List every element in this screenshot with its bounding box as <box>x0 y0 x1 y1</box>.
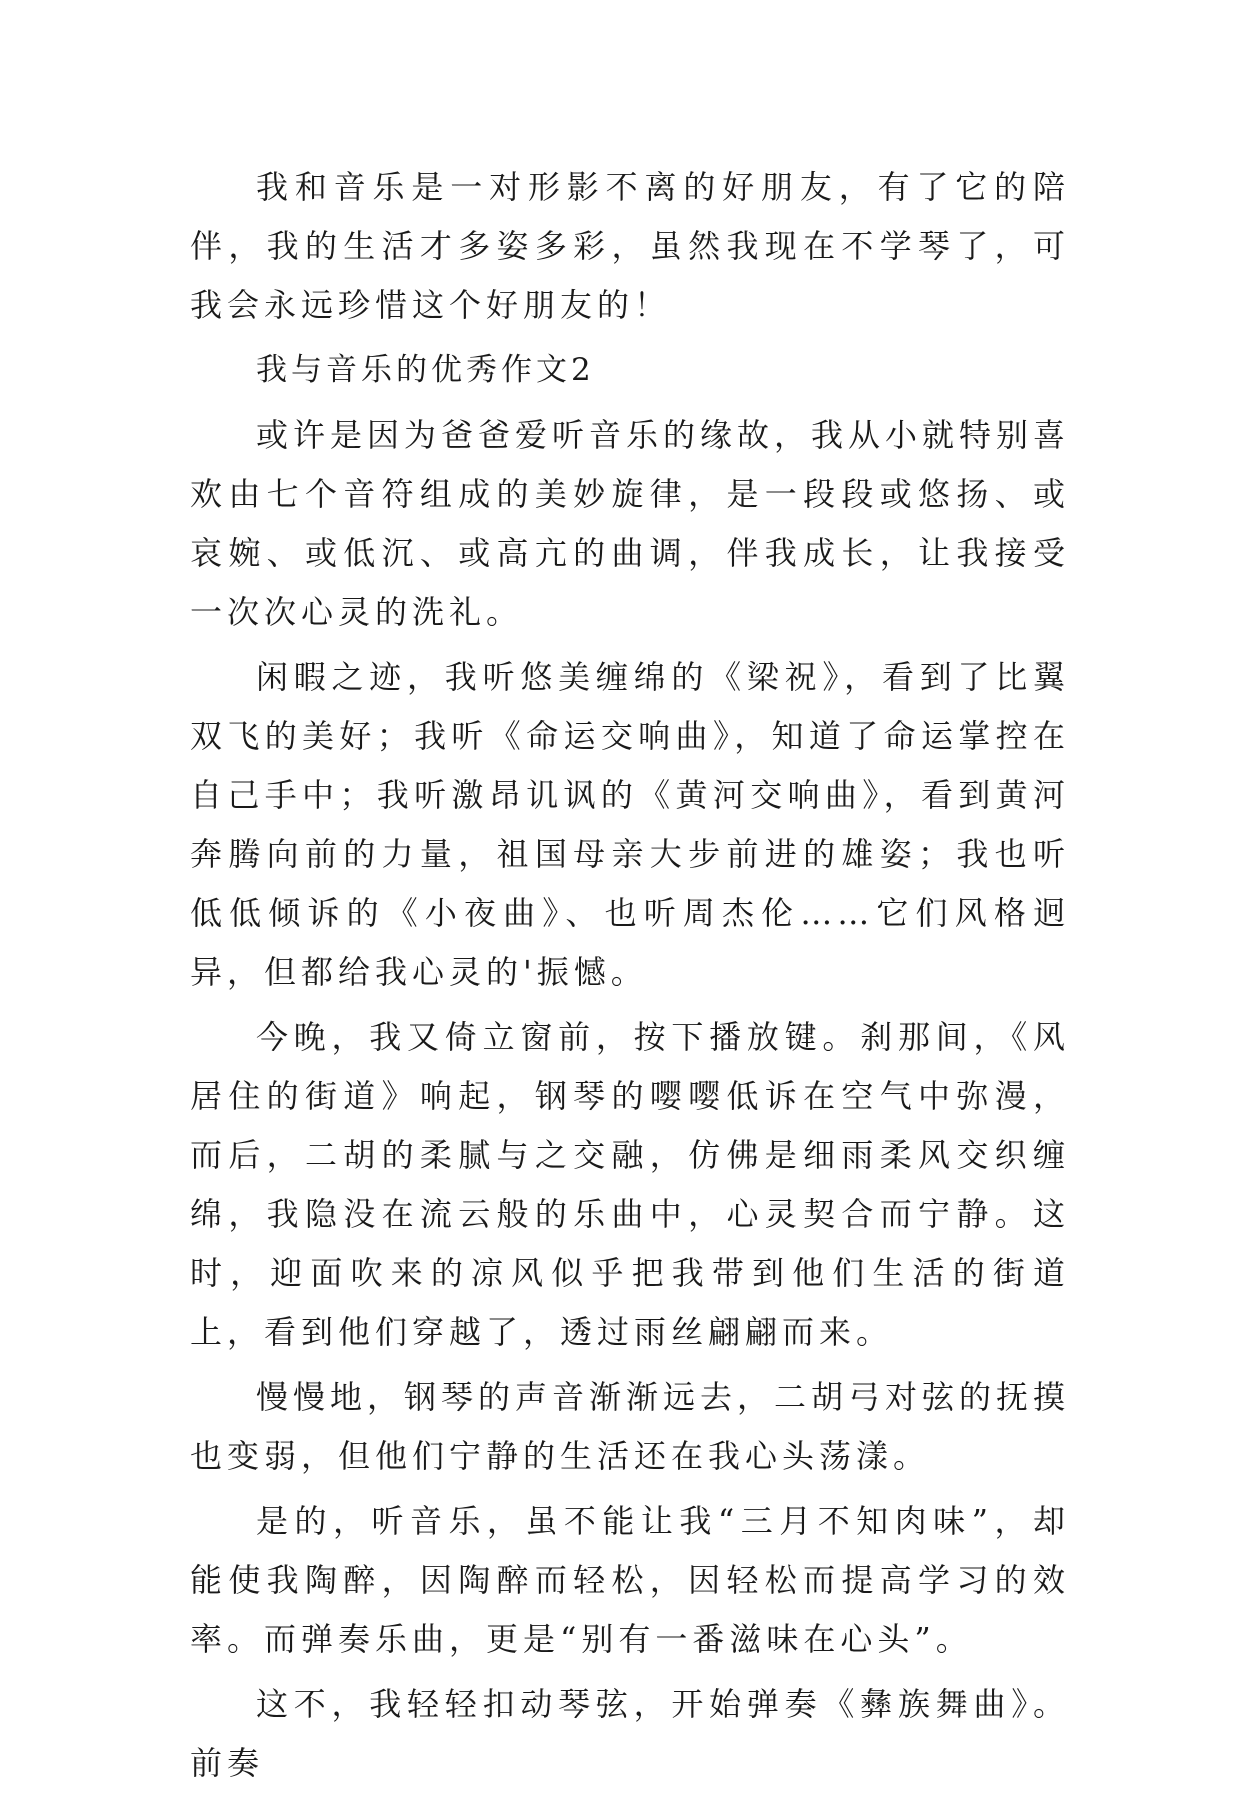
paragraph-tonight: 今晚，我又倚立窗前，按下播放键。刹那间，《风居住的街道》响起，钢琴的嘤嘤低诉在空气中弥漫，而后，二胡的柔腻与之交融，仿佛是细雨柔风交织缠绵，我隐没在流云般的乐曲中，心灵契合而宁静。这时，迎面吹来的凉风似乎把我带到他们生活的街道上，看到他们穿越了，透过雨丝翩翩而来。 <box>190 1018 1070 1351</box>
essay-title: 我与音乐的优秀作文2 <box>256 352 595 388</box>
paragraph-playing: 这不，我轻轻扣动琴弦，开始弹奏《彝族舞曲》。前奏 <box>190 1685 1070 1782</box>
paragraph-listening: 是的，听音乐，虽不能让我“三月不知肉味”，却能使我陶醉，因陶醉而轻松，因轻松而提高学习的效率。而弹奏乐曲，更是“别有一番滋味在心头”。 <box>190 1502 1070 1658</box>
paragraph-fading: 慢慢地，钢琴的声音渐渐远去，二胡弓对弦的抚摸也变弱，但他们宁静的生活还在我心头荡漾。 <box>190 1378 1071 1475</box>
paragraph-intro: 或许是因为爸爸爱听音乐的缘故，我从小就特别喜欢由七个音符组成的美妙旋律，是一段段或悠扬、或哀婉、或低沉、或高亢的曲调，伴我成长，让我接受一次次心灵的洗礼。 <box>190 416 1071 631</box>
paragraph-friend-conclusion: 我和音乐是一对形影不离的好朋友，有了它的陪伴，我的生活才多姿多彩，虽然我现在不学琴了，可我会永远珍惜这个好朋友的！ <box>190 168 1070 324</box>
paragraph-leisure: 闲暇之迹，我听悠美缠绵的《梁祝》，看到了比翼双飞的美好；我听《命运交响曲》，知道了命运掌控在自己手中；我听激昂讥讽的《黄河交响曲》，看到黄河奔腾向前的力量，祖国母亲大步前进的雄姿；我也听低低倾诉的《小夜曲》、也听周杰伦……它们风格迥异，但都给我心灵的'振憾。 <box>190 658 1070 991</box>
document-page <box>190 158 1070 1799</box>
